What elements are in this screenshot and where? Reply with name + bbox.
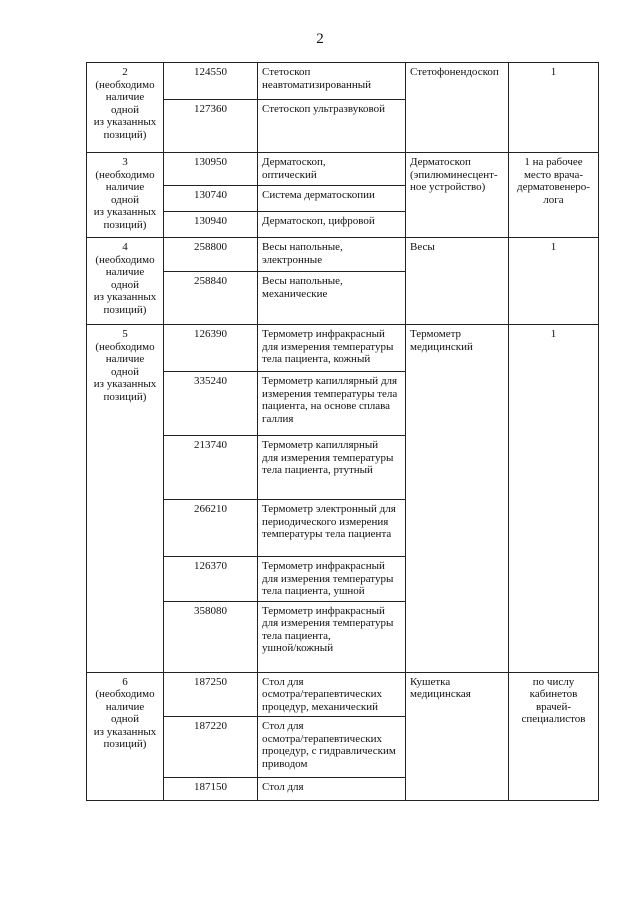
position-cell — [87, 672, 164, 801]
item-code-cell: 127360 — [164, 100, 258, 153]
item-name-cell: Стол для осмотра/терапевтических процедур, механический — [258, 672, 406, 717]
position-note: (необходимо наличие одной из указанных позиций) — [93, 688, 157, 750]
device-type-cell: Дерматоскоп (эпилюминесцент- ное устройство) — [406, 153, 509, 238]
item-name-cell: Термометр инфракрасный для измерения температуры тела пациента, ушной — [258, 557, 406, 602]
position-number: 5 — [122, 328, 128, 340]
device-type-cell: Весы — [406, 238, 509, 325]
quantity-cell: по числу кабинетов врачей- специалистов — [509, 672, 599, 801]
item-name-cell: Дерматоскоп, цифровой — [258, 212, 406, 238]
position-cell — [87, 238, 164, 325]
table-row — [87, 153, 599, 186]
item-code-cell: 126390 — [164, 325, 258, 372]
item-code-cell: 266210 — [164, 500, 258, 557]
item-code-cell: 124550 — [164, 63, 258, 100]
quantity-cell: 1 — [509, 325, 599, 673]
quantity-cell: 1 на рабочее место врача- дерматовенеро- лога — [509, 153, 599, 238]
item-name-cell: Дерматоскоп, оптический — [258, 153, 406, 186]
position-cell — [87, 325, 164, 673]
device-type-cell: Термометр медицинский — [406, 325, 509, 673]
position-note: (необходимо наличие одной из указанных позиций) — [93, 168, 157, 231]
item-name-cell: Стетоскоп ультразвуковой — [258, 100, 406, 153]
item-code-cell: 358080 — [164, 601, 258, 672]
item-name-cell: Весы напольные, механические — [258, 272, 406, 325]
table-row — [87, 672, 599, 717]
position-number: 4 — [122, 241, 128, 253]
table-row — [87, 63, 599, 100]
item-code-cell: 130940 — [164, 212, 258, 238]
item-code-cell: 187220 — [164, 717, 258, 778]
quantity-cell: 1 — [509, 238, 599, 325]
device-type-cell: Кушетка медицинская — [406, 672, 509, 801]
position-number: 2 — [122, 66, 128, 78]
item-code-cell: 130740 — [164, 186, 258, 212]
position-cell — [87, 63, 164, 153]
item-name-cell: Термометр капиллярный для измерения температуры тела пациента, ртутный — [258, 436, 406, 500]
item-name-cell: Термометр инфракрасный для измерения температуры тела пациента, кожный — [258, 325, 406, 372]
item-name-cell: Весы напольные, электронные — [258, 238, 406, 272]
item-name-cell: Термометр электронный для периодического измерения температуры тела пациента — [258, 500, 406, 557]
item-name-cell: Термометр инфракрасный для измерения температуры тела пациента, ушной/кожный — [258, 601, 406, 672]
item-name-cell: Система дерматоскопии — [258, 186, 406, 212]
item-name-cell: Стетоскоп неавтоматизированный — [258, 63, 406, 100]
device-type-cell: Стетофонендоскоп — [406, 63, 509, 153]
item-code-cell: 213740 — [164, 436, 258, 500]
item-name-cell: Термометр капиллярный для измерения температуры тела пациента, на основе сплава галлия — [258, 372, 406, 436]
position-note: (необходимо наличие одной из указанных позиций) — [93, 340, 157, 403]
equipment-table — [86, 62, 599, 801]
page-number: 2 — [316, 31, 324, 47]
item-code-cell: 258800 — [164, 238, 258, 272]
table-row — [87, 238, 599, 272]
item-code-cell: 187150 — [164, 778, 258, 801]
item-code-cell: 130950 — [164, 153, 258, 186]
position-number: 6 — [122, 675, 128, 688]
item-code-cell: 126370 — [164, 557, 258, 602]
quantity-cell: 1 — [509, 63, 599, 153]
position-note: (необходимо наличие одной из указанных позиций) — [93, 78, 157, 141]
item-code-cell: 258840 — [164, 272, 258, 325]
item-name-cell: Стол для — [258, 778, 406, 801]
position-cell — [87, 153, 164, 238]
table-row — [87, 325, 599, 372]
item-code-cell: 335240 — [164, 372, 258, 436]
position-number: 3 — [122, 156, 128, 168]
item-code-cell: 187250 — [164, 672, 258, 717]
equipment-table-body — [87, 63, 599, 801]
item-name-cell: Стол для осмотра/терапевтических процедур, с гидравлическим приводом — [258, 717, 406, 778]
position-note: (необходимо наличие одной из указанных позиций) — [93, 253, 157, 316]
